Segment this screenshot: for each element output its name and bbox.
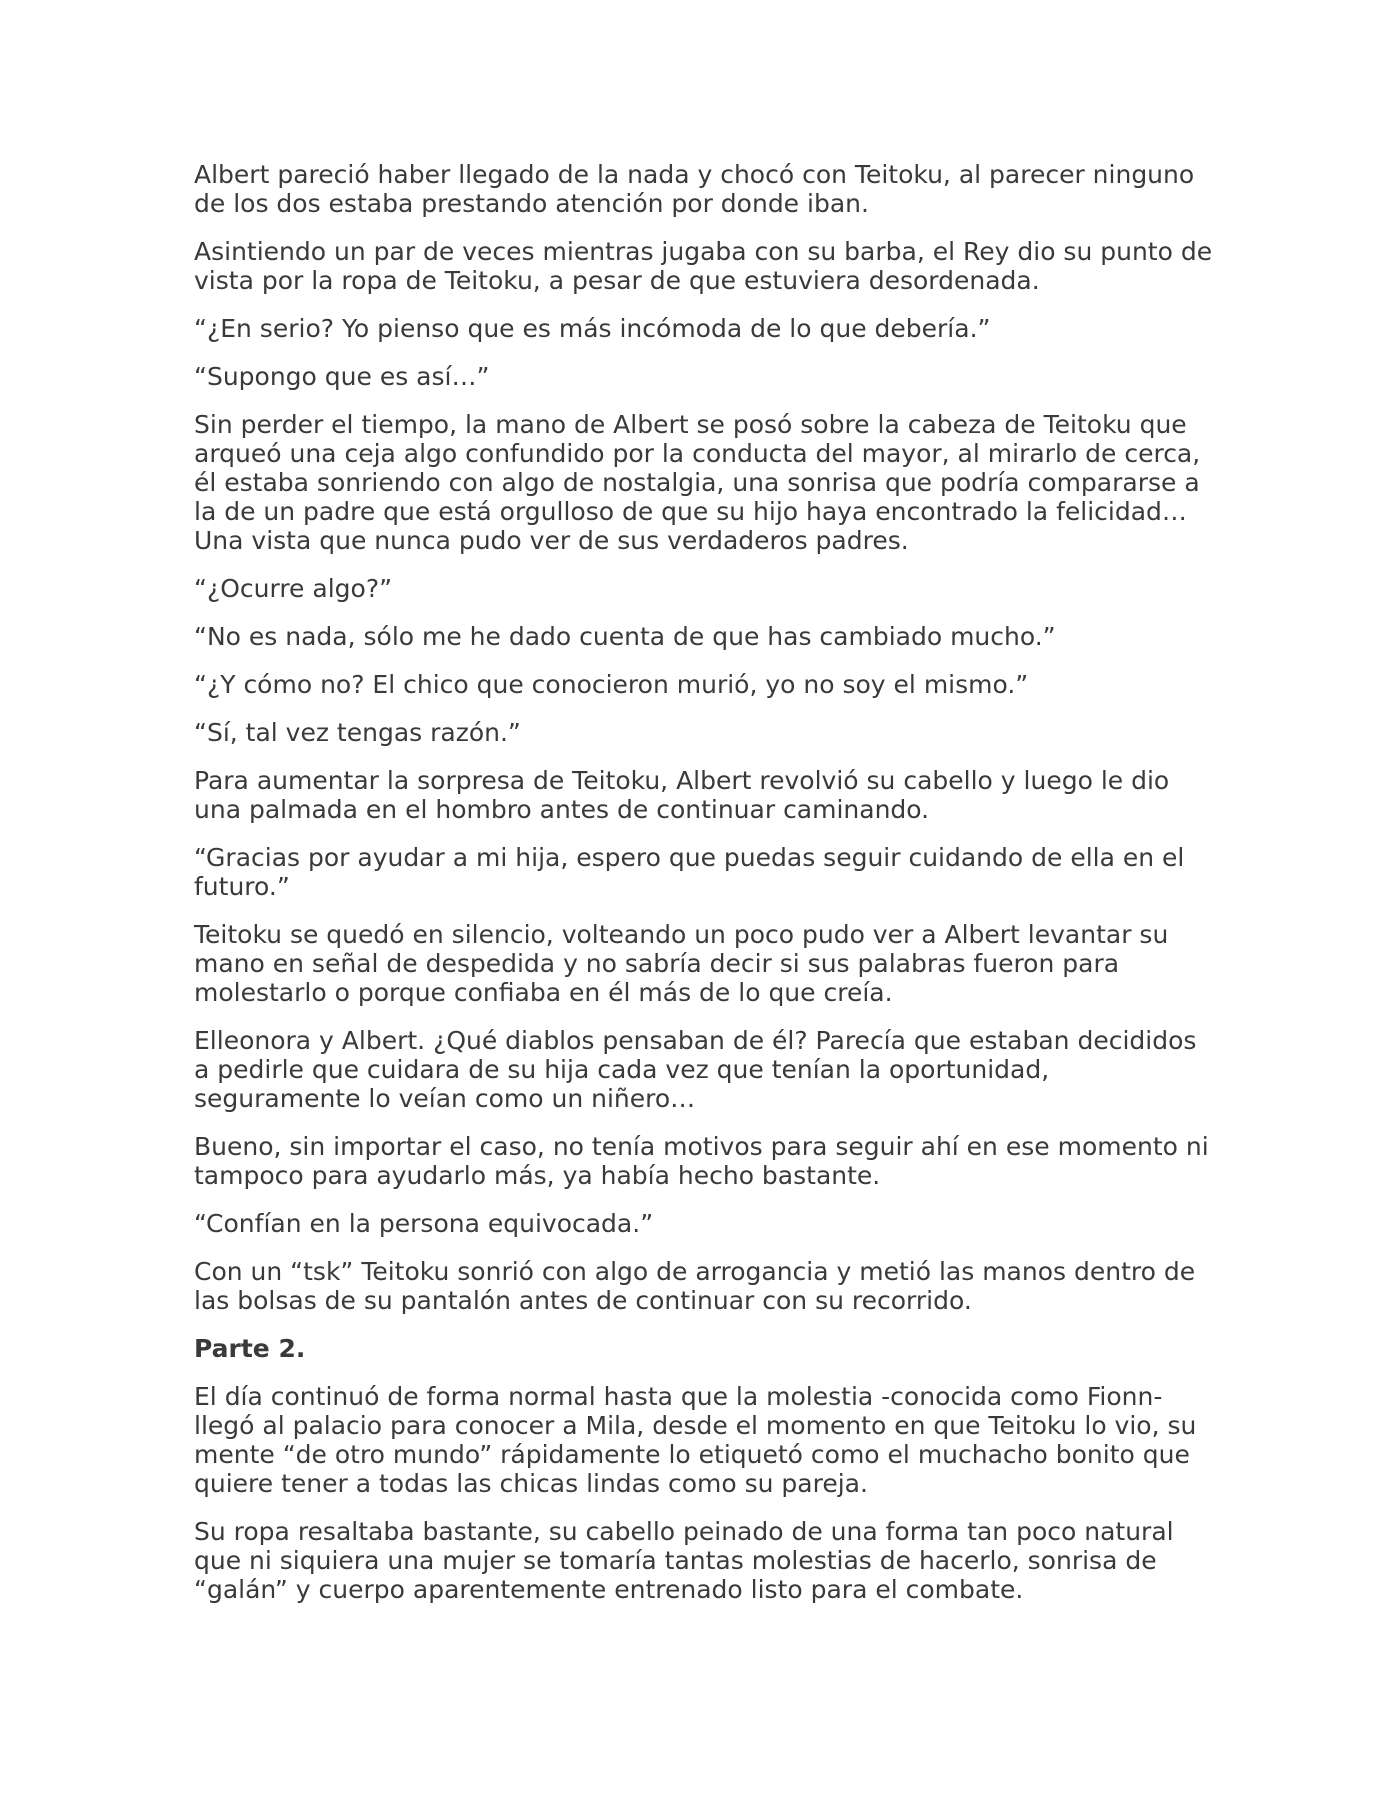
dialogue-line: “¿En serio? Yo pienso que es más incómoda de lo que debería.” — [194, 314, 991, 343]
paragraph: Con un “tsk” Teitoku sonrió con algo de arrogancia y metió las manos dentro de las bolsas de su pantalón antes de continuar con su recorrido. — [194, 1257, 1196, 1315]
paragraph: El día continuó de forma normal hasta que la molestia -conocida como Fionn- llegó al palacio para conocer a Mila, desde el momento en que Teitoku lo vio, su mente “de otro mundo” rápidamente lo etiquetó como el muchacho bonito que quiere tener a todas las chicas lindas como su pareja. — [194, 1382, 1197, 1498]
paragraph: Elleonora y Albert. ¿Qué diablos pensaban de él? Parecía que estaban decididos a pedirle que cuidara de su hija cada vez que tenían la oportunidad, seguramente lo veían como un niñero… — [194, 1026, 1197, 1113]
paragraph: Teitoku se quedó en silencio, volteando un poco pudo ver a Albert levantar su mano en señal de despedida y no sabría decir si sus palabras fueron para molestarlo o porque confiaba en él más de lo que creía. — [194, 920, 1169, 1007]
paragraph: Asintiendo un par de veces mientras jugaba con su barba, el Rey dio su punto de vista por la ropa de Teitoku, a pesar de que estuviera desordenada. — [194, 237, 1213, 295]
dialogue-line: “Sí, tal vez tengas razón.” — [194, 718, 521, 747]
section-heading: Parte 2. — [194, 1334, 306, 1363]
dialogue-line: “No es nada, sólo me he dado cuenta de que has cambiado mucho.” — [194, 622, 1056, 651]
dialogue-line: “¿Y cómo no? El chico que conocieron murió, yo no soy el mismo.” — [194, 670, 1029, 699]
dialogue-line: “¿Ocurre algo?” — [194, 574, 393, 603]
dialogue-line: “Gracias por ayudar a mi hija, espero que puedas seguir cuidando de ella en el futuro.” — [194, 843, 1185, 901]
paragraph: Sin perder el tiempo, la mano de Albert se posó sobre la cabeza de Teitoku que arqueó una ceja algo confundido por la conducta del mayor, al mirarlo de cerca, él estaba sonriendo con algo de nostalgia, una sonrisa que podría compararse a la de un padre que está orgulloso de que su hijo haya encontrado la felicidad… Una vista que nunca pudo ver de sus verdaderos padres. — [194, 410, 1201, 555]
paragraph: Su ropa resaltaba bastante, su cabello peinado de una forma tan poco natural que ni siquiera una mujer se tomaría tantas molestias de hacerlo, sonrisa de “galán” y cuerpo aparentemente entrenado listo para el combate. — [194, 1517, 1174, 1604]
paragraph: Albert pareció haber llegado de la nada y chocó con Teitoku, al parecer ninguno de los dos estaba prestando atención por donde iban. — [194, 160, 1195, 218]
document-body — [194, 160, 1214, 1623]
dialogue-line: “Supongo que es así…” — [194, 362, 490, 391]
paragraph: Para aumentar la sorpresa de Teitoku, Albert revolvió su cabello y luego le dio una palmada en el hombro antes de continuar caminando. — [194, 766, 1170, 824]
paragraph: Bueno, sin importar el caso, no tenía motivos para seguir ahí en ese momento ni tampoco para ayudarlo más, ya había hecho bastante. — [194, 1132, 1209, 1190]
dialogue-line: “Confían en la persona equivocada.” — [194, 1209, 654, 1238]
